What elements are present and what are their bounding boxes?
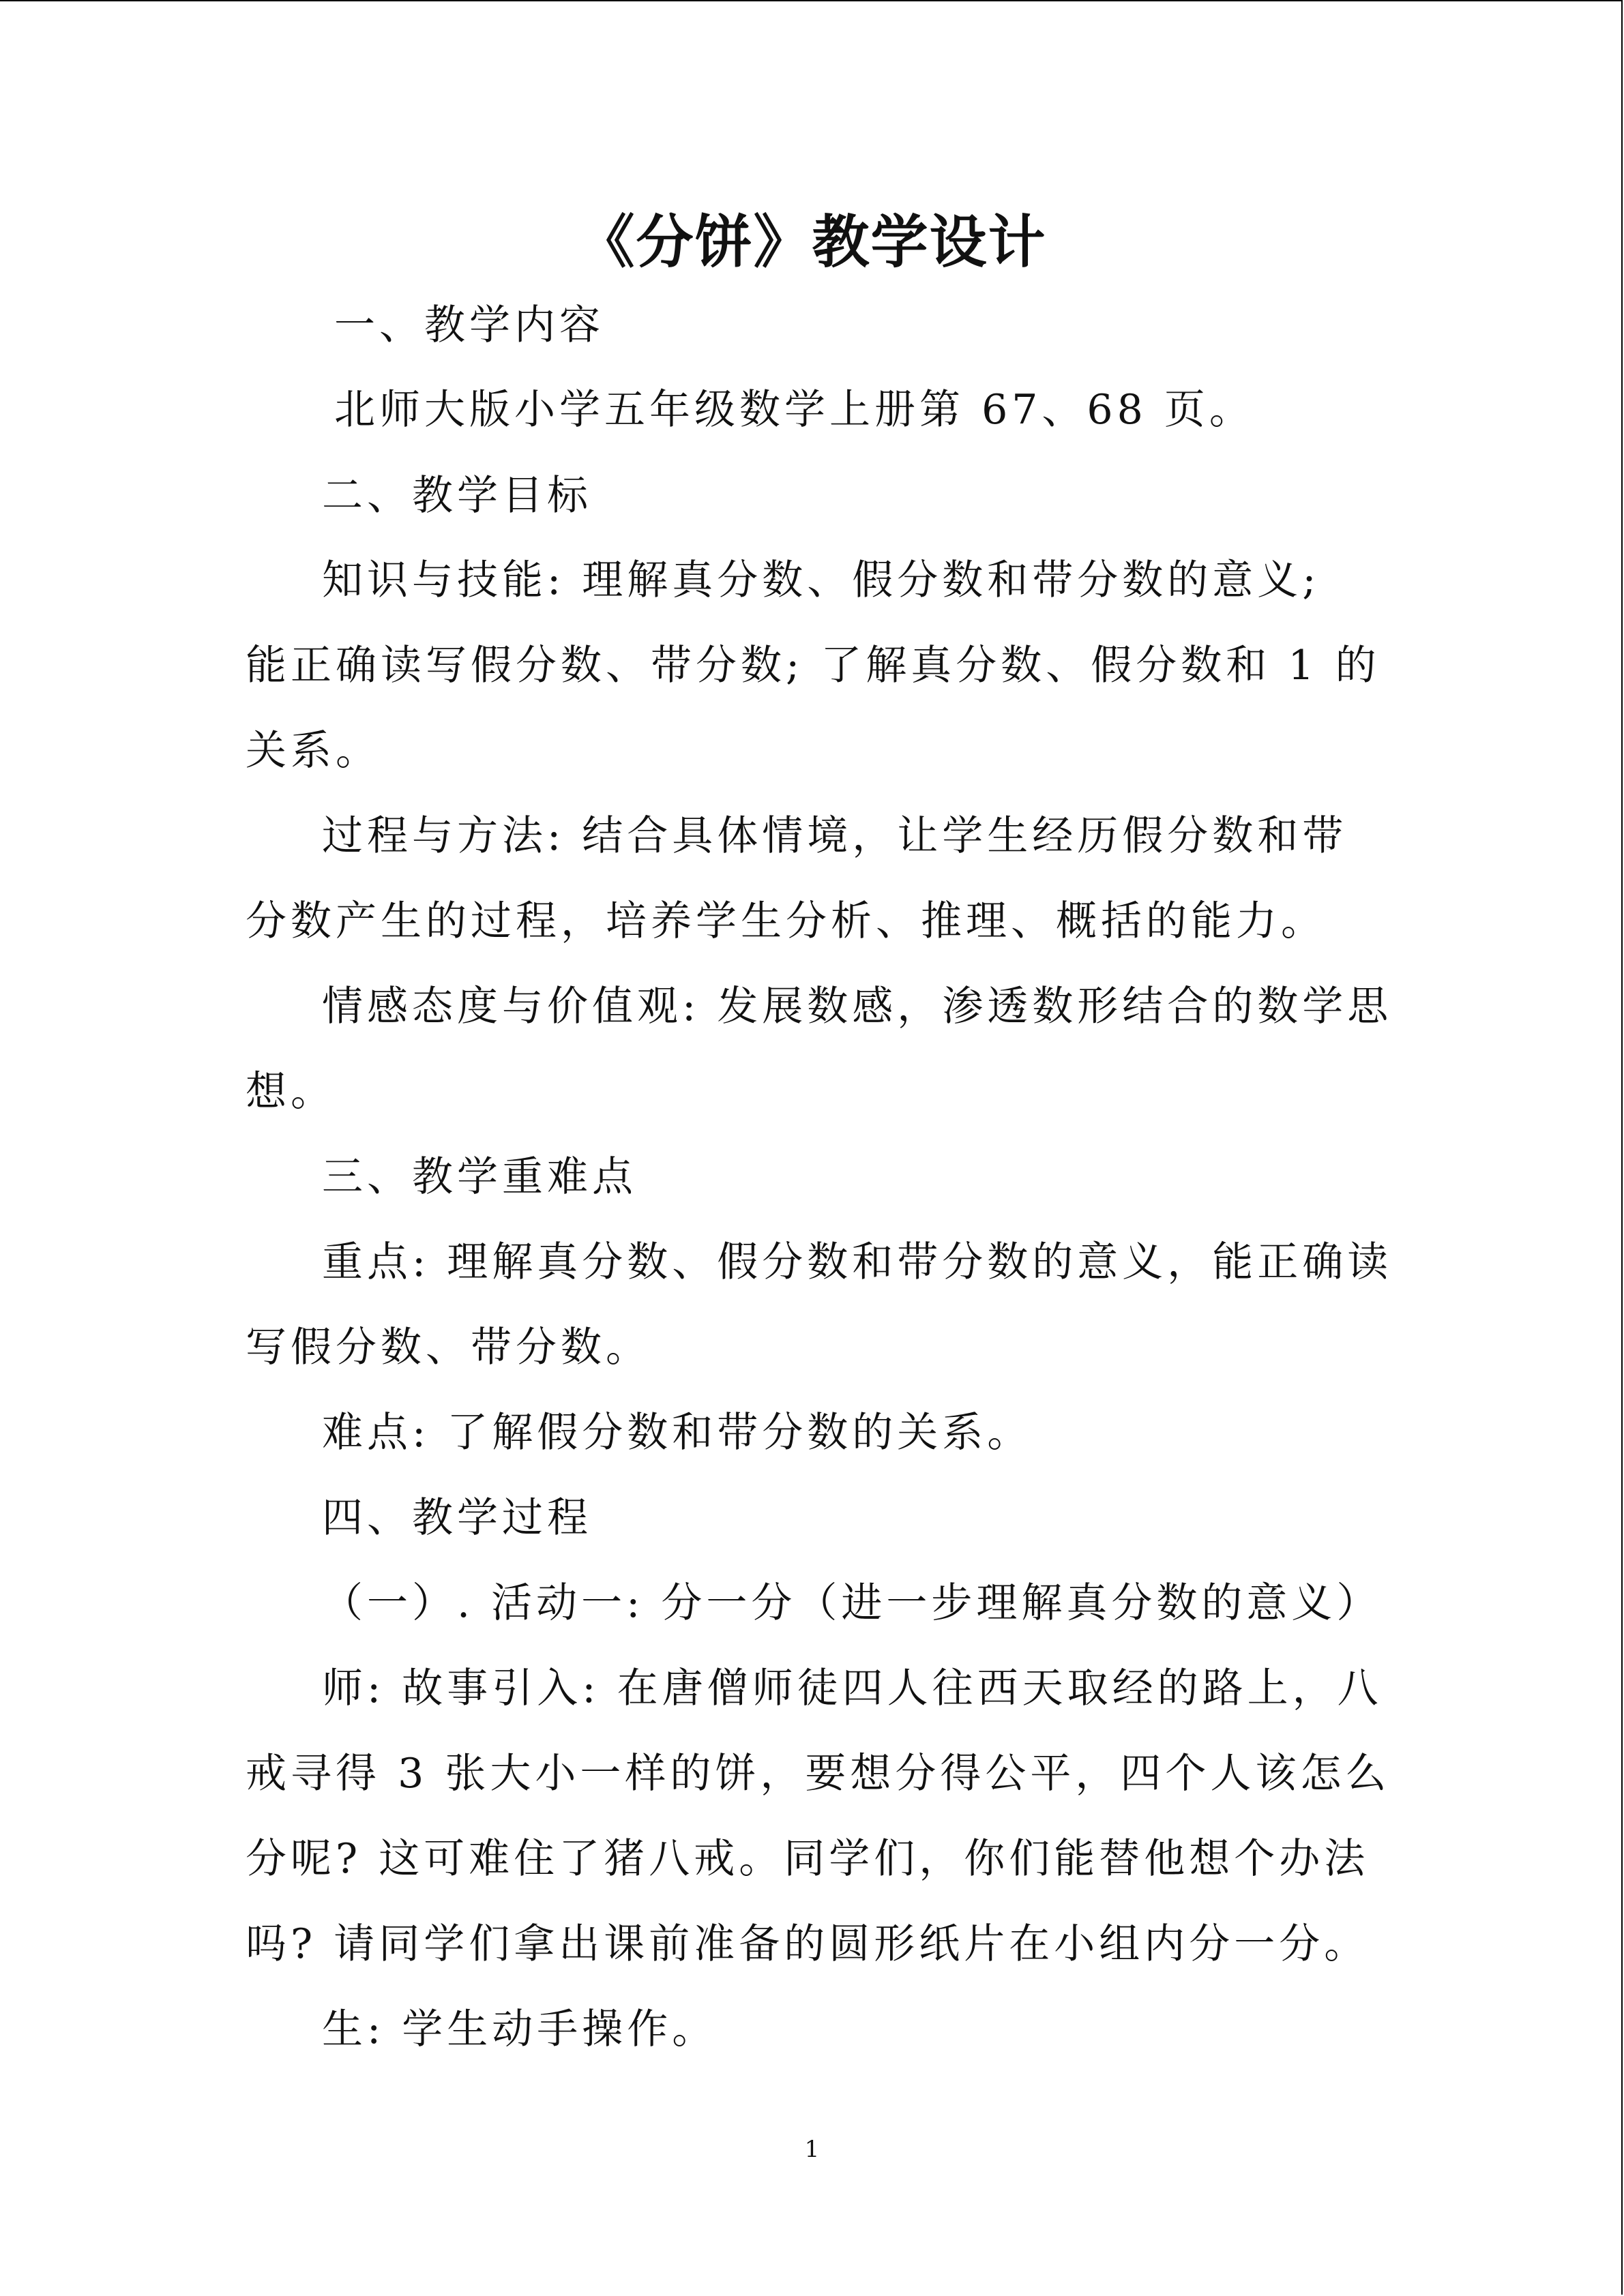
paragraph-line: 重点: 理解真分数、假分数和带分数的意义，能正确读 [322, 1238, 1393, 1286]
paragraph-line: 师: 故事引入: 在唐僧师徒四人往西天取经的路上，八 [322, 1665, 1383, 1712]
paragraph-line: 过程与方法: 结合具体情境，让学生经历假分数和带 [322, 812, 1348, 860]
paragraph-line: 难点: 了解假分数和带分数的关系。 [322, 1409, 1033, 1457]
paragraph-line: 情感态度与价值观: 发展数感，渗透数形结合的数学思 [322, 983, 1393, 1030]
paragraph-line: 想。 [246, 1068, 336, 1116]
section-heading: 四、教学过程 [322, 1494, 592, 1542]
paragraph-line: 生: 学生动手操作。 [322, 2006, 718, 2053]
section-heading: 三、教学重难点 [322, 1153, 637, 1201]
paragraph-line: 关系。 [246, 727, 381, 775]
document-title: 《分饼》教学设计 [577, 208, 1047, 275]
paragraph-line: 写假分数、带分数。 [246, 1324, 651, 1371]
paragraph-line: 分呢? 这可难住了猪八戒。同学们，你们能替他想个办法 [246, 1835, 1370, 1883]
paragraph-line: 分数产生的过程，培养学生分析、推理、概括的能力。 [246, 897, 1326, 945]
section-heading: 二、教学目标 [322, 472, 592, 520]
paragraph-line: （一）. 活动一: 分一分（进一步理解真分数的意义） [322, 1579, 1382, 1627]
section-heading: 一、教学内容 [334, 301, 604, 349]
paragraph-line: 戒寻得 3 张大小一样的饼，要想分得公平，四个人该怎么 [246, 1750, 1391, 1798]
page-number: 1 [804, 2136, 820, 2163]
paragraph-line: 能正确读写假分数、带分数; 了解真分数、假分数和 1 的 [246, 642, 1381, 689]
paragraph-line: 北师大版小学五年级数学上册第 67、68 页。 [334, 386, 1254, 434]
paragraph-line: 知识与技能: 理解真分数、假分数和带分数的意义; [322, 556, 1320, 604]
paragraph-line: 吗? 请同学们拿出课前准备的圆形纸片在小组内分一分。 [246, 1920, 1370, 1968]
